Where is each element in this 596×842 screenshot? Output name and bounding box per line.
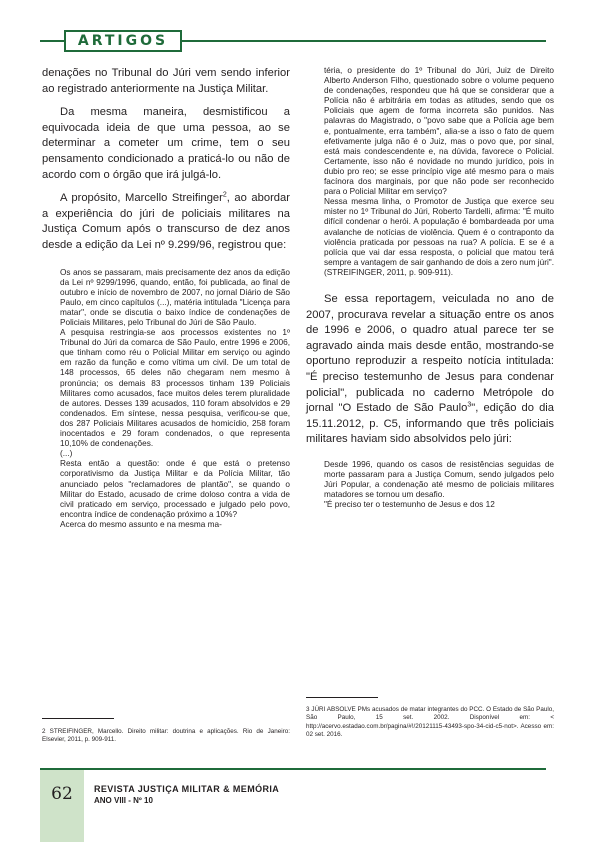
footnote-3: 3 JÚRI ABSOLVE PMs acusados de matar integrantes do PCC. O Estado de São Paulo, São Paulo, 15 set. 2002. Disponível em: < http://acervo.estadao.com.br/pagina/#!/20121115-43493-spo-34-cid-c5-not>. Acesso em: 02 set. 2016. (306, 706, 554, 739)
quote-paragraph: Desde 1996, quando os casos de resistências seguidas de morte passaram para a Justiça Comum, sendo julgados pelo Júri Popular, a condenação até mesmo de policiais militares matadores se tornou um desafio. (324, 459, 554, 500)
left-column (42, 66, 290, 530)
block-quote-2 (306, 460, 554, 510)
journal-issue: ANO VIII - Nº 10 (94, 796, 153, 805)
quote-paragraph: Os anos se passaram, mais precisamente dez anos da edição da Lei nº 9299/1996, quando, então, foi publicada, ao final de outubro e início de novembro de 2007, no jornal Diário de São Paulo, em cinco capítulos (...), matéria intitulada "Licença para matar", onde se discutia o baixo índice de condenações de Policiais Militares, pelo Tribunal do Júri de São Paulo. (60, 267, 290, 327)
paragraph-4-text-cont: ", edição do dia 15.11.2012, p. C5, informando que três policiais militares haviam sido absolvidos pelo júri: (306, 402, 554, 446)
paragraph-2: Da mesma maneira, desmistificou a equivocada ideia de que uma pessoa, ao se determinar a cometer um crime, tem o seu pensamento condicionado a praticá-lo ou não de acordo com o órgão que irá julgá-lo. (42, 106, 290, 181)
quote-ellipsis: (...) (60, 449, 73, 459)
quote-paragraph: Nessa mesma linha, o Promotor de Justiça que exerce seu mister no 1º Tribunal do Júri, Roberto Tardelli, afirma: "É muito difícil condenar o herói. A população é bombardeada por uma avalanche de notícias de violência. Quem é o contraponto da violência praticada por pessoas na rua? A polícia. E se é a polícia que vai dar essa resposta, o policial que matou terá sempre a vantagem de sair ganhando de dois a zero num júri". (STREIFINGER, 2011, p. 909-911). (324, 197, 554, 277)
quote-paragraph: Resta então a questão: onde é que está o pretenso corporativismo da Justiça Militar e da Polícia Militar, tão anunciado pelos "reclamadores de plantão", se quando o Militar do Estado, acusado de crime doloso contra a vida de civil praticado em serviço, processado e julgado pelo povo, encontra índice de condenação próximo a 10%? (60, 459, 290, 519)
footer-rule (40, 768, 546, 770)
paragraph-4-text: Se essa reportagem, veiculada no ano de 2007, procurava revelar a situação entre os anos de 1996 e 2006, o quadro atual parece ter se agravado ainda mais desde então, mostrando-se oportuno reproduzir a respeito notícia intitulada: "É preciso testemunho de Jesus para condenar policial", publicada no caderno Metrópole do jornal "O Estado de São Paulo (306, 292, 554, 415)
quote-paragraph: Acerca do mesmo assunto e na mesma ma- (60, 519, 222, 529)
paragraph-3 (42, 191, 290, 253)
right-column (306, 66, 554, 510)
block-quote-1-continued (306, 66, 554, 278)
footnote-ref-3[interactable]: 3 (467, 401, 472, 409)
page-number: 62 (51, 784, 73, 804)
footnote-rule (306, 697, 378, 698)
paragraph-4 (306, 292, 554, 448)
paragraph-3-text-cont: , ao abordar a experiência do júri de policiais militares na Justiça Comum após o transcurso de dez anos desde a edição da Lei nº 9.299/96, registrou que: (42, 192, 290, 251)
journal-title: REVISTA JUSTIÇA MILITAR & MEMÓRIA (94, 784, 280, 794)
footnote-rule (42, 718, 114, 719)
quote-paragraph: téria, o presidente do 1º Tribunal do Júri, Juiz de Direito Alberto Anderson Filho, questionado sobre o volume pequeno de condenações, respondeu que há que se considerar que a Polícia não é arbitrária em todas as atitudes, sendo que os Policiais que agem de forma incorreta são punidos. Nas palavras do Magistrado, o "povo sabe que a Polícia age bem e, pontualmente, erra também", alia-se a isso o fato de quem efetivamente julga não é o Juiz, mas o povo que, por sinal, está mais condescendente e, na dúvida, favorece o Policial. Certamente, isso não é novidade no mundo jurídico, pois in dubio pro reo; se esse princípio vige até mesmo para o mais facínora dos marginais, por que não pode ser reconhecido para o Policial Militar em serviço? (324, 66, 554, 197)
quote-paragraph: A pesquisa restringia-se aos processos existentes no 1º Tribunal do Júri da comarca de São Paulo, entre 1996 e 2006, que tinham como réu o Policial Militar em serviço ou agindo em razão da função e como vítima um civil. De um total de 148 processos, 65 deles não chegaram nem mesmo à pronúncia; os demais 83 processos tinham 139 Policiais Militares como acusados, face muitos deles terem pluralidade de autores. Desses 139 acusados, 110 foram absolvidos e 29 condenados. Em síntese, nessa pesquisa, verificou-se que, dos 287 Policiais Militares acusados de homicídio, 258 foram inocentados e 29 foram condenados, o que representa 10,10% de condenações. (60, 328, 290, 449)
section-header (64, 30, 182, 52)
block-quote-1 (42, 268, 290, 530)
paragraph-3-text: A propósito, Marcello Streifinger (60, 192, 223, 205)
footnote-ref-2[interactable]: 2 (222, 191, 227, 199)
quote-paragraph: "É preciso ter o testemunho de Jesus e dos 12 (324, 500, 495, 510)
footnote-2: 2 STREIFINGER, Marcello. Direito militar: doutrina e aplicações. Rio de Janeiro: Elsevier, 2011, p. 909-911. (42, 728, 290, 744)
paragraph-1: denações no Tribunal do Júri vem sendo inferior ao registrado anteriormente na Justiça Militar. (42, 67, 290, 95)
section-title: ARTIGOS (77, 33, 169, 49)
page-number-box (40, 770, 84, 842)
